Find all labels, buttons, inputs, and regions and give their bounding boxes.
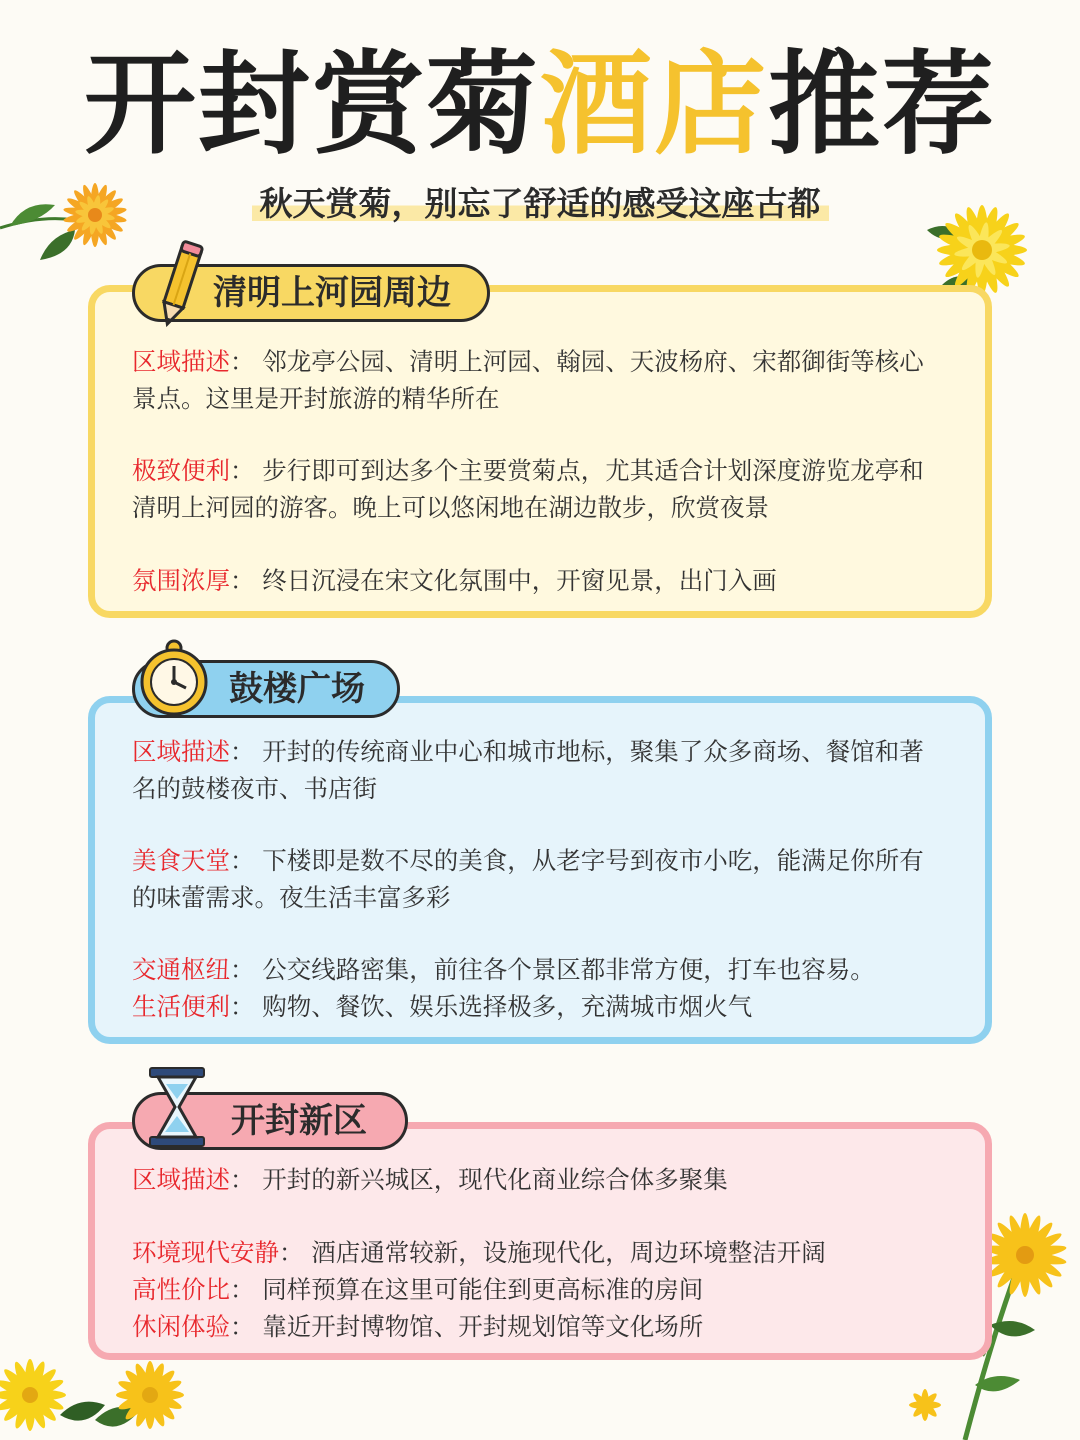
entry-text: 下楼即是数不尽的美食，从老字号到夜市小吃，能满足你所有的味蕾需求。夜生活丰富多彩 (132, 846, 924, 912)
entry-text: 购物、餐饮、娱乐选择极多，充满城市烟火气 (262, 992, 753, 1021)
hourglass-icon (146, 1066, 208, 1148)
entry-text: 同样预算在这里可能住到更高标准的房间 (262, 1275, 704, 1304)
entry-label: 美食天堂 (132, 846, 230, 875)
entry-sep: ： (230, 737, 255, 766)
title-part-3: 推荐 (768, 40, 996, 170)
section-title: 开封新区 (231, 1101, 367, 1141)
entry-qingming-area (132, 343, 942, 417)
chrysanthemum-icon-top-left (0, 160, 150, 275)
entry-gulou-living (132, 988, 942, 1025)
entry-label: 氛围浓厚 (132, 566, 230, 595)
entry-text: 开封的传统商业中心和城市地标，聚集了众多商场、餐馆和著名的鼓楼夜市、书店街 (132, 737, 924, 803)
entry-label: 休闲体验 (132, 1312, 230, 1341)
entry-gulou-food (132, 842, 942, 916)
entry-label: 生活便利 (132, 992, 230, 1021)
entry-label: 高性价比 (132, 1275, 230, 1304)
entry-qingming-convenience (132, 452, 942, 526)
entry-sep: ： (230, 456, 255, 485)
entry-xinqu-leisure (132, 1308, 942, 1345)
entry-label: 交通枢纽 (132, 955, 230, 984)
page-title (0, 40, 1080, 170)
entry-sep: ： (230, 347, 255, 376)
entry-text: 靠近开封博物馆、开封规划馆等文化场所 (262, 1312, 704, 1341)
entry-text: 开封的新兴城区，现代化商业综合体多聚集 (262, 1165, 728, 1194)
entry-text: 步行即可到达多个主要赏菊点，尤其适合计划深度游览龙亭和清明上河园的游客。晚上可以悠闲地在湖边散步，欣赏夜景 (132, 456, 924, 522)
entry-sep: ： (230, 955, 255, 984)
entry-sep: ： (230, 566, 255, 595)
alarm-clock-icon (136, 638, 212, 718)
entry-label: 区域描述 (132, 347, 230, 376)
entry-text: 终日沉浸在宋文化氛围中，开窗见景，出门入画 (262, 566, 777, 595)
entry-text: 酒店通常较新，设施现代化，周边环境整洁开阔 (311, 1238, 826, 1267)
entry-text: 公交线路密集，前往各个景区都非常方便，打车也容易。 (262, 955, 875, 984)
entry-text: 邻龙亭公园、清明上河园、翰园、天波杨府、宋都御街等核心景点。这里是开封旅游的精华所在 (132, 347, 924, 413)
entry-sep: ： (230, 1312, 255, 1341)
entry-label: 环境现代安静 (132, 1238, 279, 1267)
entry-gulou-transport (132, 951, 942, 988)
section-title: 清明上河园周边 (213, 273, 451, 313)
pencil-icon (150, 240, 210, 330)
entry-qingming-atmosphere (132, 562, 942, 599)
entry-label: 极致便利 (132, 456, 230, 485)
entry-sep: ： (279, 1238, 304, 1267)
subtitle: 秋天赏菊，别忘了舒适的感受这座古都 (252, 178, 829, 225)
section-title: 鼓楼广场 (229, 669, 365, 709)
entry-sep: ： (230, 846, 255, 875)
entry-label: 区域描述 (132, 737, 230, 766)
entry-xinqu-environment (132, 1234, 942, 1271)
entry-xinqu-area (132, 1161, 942, 1198)
entry-sep: ： (230, 1275, 255, 1304)
title-part-1: 开封赏菊 (84, 40, 540, 170)
entry-sep: ： (230, 1165, 255, 1194)
entry-xinqu-value (132, 1271, 942, 1308)
entry-label: 区域描述 (132, 1165, 230, 1194)
entry-gulou-area (132, 733, 942, 807)
title-highlight: 酒店 (540, 40, 768, 170)
entry-sep: ： (230, 992, 255, 1021)
